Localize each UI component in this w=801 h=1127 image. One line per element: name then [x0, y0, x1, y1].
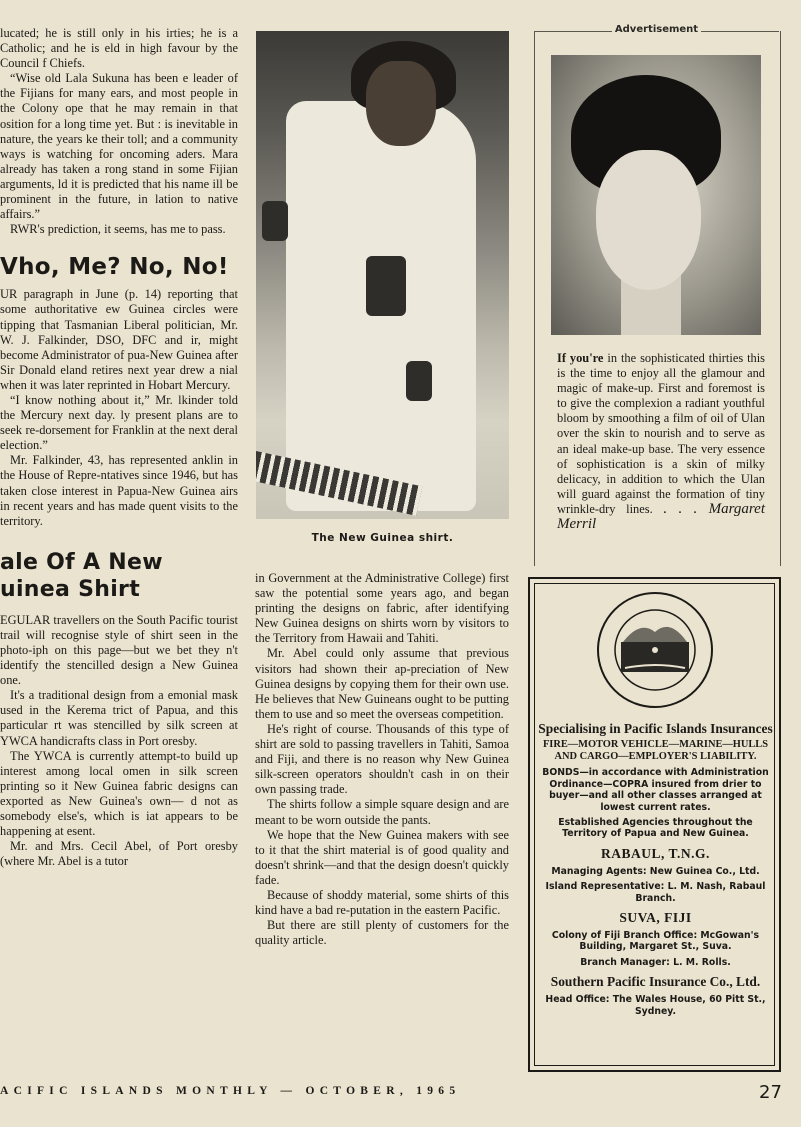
insurance-agencies: Established Agencies throughout the Territory of Papua and New Guinea. [558, 817, 753, 840]
insurance-bonds: BONDS—in accordance with Administration Ordinance—COPRA insured from drier to buyer—and all other classes arranged at lowest current rates. [542, 767, 769, 813]
insurance-rabaul: RABAUL, T.N.G. [601, 845, 710, 861]
insurance-suva-manager: Branch Manager: L. M. Rolls. [580, 956, 731, 968]
insurance-ad-text [536, 721, 775, 1017]
article-paragraph: The shirts follow a simple square design and are meant to be worn outside the pants. [255, 797, 509, 827]
portrait-face [596, 150, 701, 290]
mask-design-icon [406, 361, 432, 401]
advertisement-label-text: Advertisement [612, 24, 701, 35]
intro-paragraph: “Wise old Lala Sukuna has been e leader of the Fijians for many ears, and most people in the Colony ope that he may remain in that osition for a long time yet. But : is inevitable in nature, the years ke their toll; and a community ways is watching for oncoming aders. Mara already has taken a rong stand in some Fijian arguments, ld it is predicted that his name ill be prominent in the future, in lation to native affairs.” [0, 71, 238, 222]
article-paragraph: Because of shoddy material, some shirts of this kind have a bad re-putation in the eastern Pacific. [255, 887, 509, 918]
article-paragraph: It's a traditional design from a emonial mask used in the Kerema trict of Papua, and this particular rt was stencilled by silk screen at YWCA handicrafts class in Port oresby. [0, 688, 238, 748]
intro-paragraph: lucated; he is still only in his irties; he is a Catholic; and he is eld in high favour by the Council f Chiefs. [0, 26, 238, 71]
insurance-suva-office: Colony of Fiji Branch Office: McGowan's Building, Margaret St., Suva. [551, 930, 760, 953]
middle-column [255, 571, 509, 948]
insurance-head-office: Head Office: The Wales House, 60 Pitt St., Sydney. [545, 994, 766, 1017]
article-paragraph: Mr. Abel could only assume that previous visitors had shown their ap-preciation of New Guinea designs by copying them for their own use. He believes that New Guineans ought to be putting them to use and so meet the overseas competition. [255, 646, 509, 721]
insurance-rabaul-rep: Island Representative: L. M. Nash, Rabaul Branch. [545, 881, 766, 904]
intro-paragraph: RWR's prediction, it seems, has me to pass. [10, 222, 226, 237]
article-paragraph: Mr. and Mrs. Cecil Abel, of Port oresby (where Mr. Abel is a tutor [0, 839, 238, 869]
article-paragraph: in Government at the Administrative College) first saw the potential some years ago, and began printing the designs on fabric, after identifying New Guinea designs on shirts worn by visitors to the Territory from Hawaii and Tahiti. [255, 571, 509, 646]
mask-design-icon [262, 201, 288, 241]
insurance-lines: FIRE—MOTOR VEHICLE—MARINE—HULLS AND CARGO—EMPLOYER'S LIABILITY. [542, 739, 769, 763]
article-paragraph: UR paragraph in June (p. 14) reporting that some authoritative ew Guinea circles were tipping that Tasmanian Liberal politician, Mr. W. J. Falkinder, DSO, DFC and ir, might become Administrator of pua-New Guinea after Sir Donald eland retires next year drew a nial when it was later reprinted in Hobart Mercury. [0, 287, 238, 392]
ad-signature: . . . Margaret Merril [557, 500, 765, 533]
photo-caption: The New Guinea shirt. [311, 532, 454, 544]
woman-portrait [551, 55, 761, 335]
insurance-suva: SUVA, FIJI [619, 910, 692, 926]
article-paragraph: EGULAR travellers on the South Pacific tourist trail will recognise style of shirt seen in the photo-iph on this page—but we bet they n't identify the stencilled design a New Guinea one. [0, 612, 238, 688]
insurance-rabaul-agents: Managing Agents: New Guinea Co., Ltd. [551, 865, 760, 877]
article-paragraph: “I know nothing about it,” Mr. lkinder told the Mercury next day. ly present plans are to seek re-dorsement for Franklin at the next deral election.” [0, 392, 238, 453]
shirt-photo [256, 31, 509, 519]
left-column [0, 26, 238, 1076]
article-heading: Vho, Me? No, No! [0, 254, 229, 281]
insurance-company: Southern Pacific Insurance Co., Ltd. [550, 974, 761, 990]
heading-line: ale Of A New [0, 549, 163, 575]
article-paragraph: But there are still plenty of customers for the quality article. [255, 918, 509, 948]
article-paragraph: Mr. Falkinder, 43, has represented anklin in the House of Repre-ntatives since 1946, but has taken close interest in Papua-New Guinea airs in recent years and has made quent visits to the territory. [0, 453, 238, 528]
article-paragraph: He's right of course. Thousands of this type of shirt are sold to passing travellers in Tahiti, Samoa and Fiji, and there is no reason why New Guinea silk-screen operators shouldn't cash in on their own passing trade. [255, 721, 509, 797]
article-heading [0, 549, 238, 603]
article-paragraph: We hope that the New Guinea makers with see to it that the shirt material is of good quality and doesn't shrink—and that the design doesn't quickly fade. [255, 827, 509, 887]
ad-lead: If you're [557, 351, 604, 365]
advertisement-copy [557, 351, 765, 532]
insurance-seal-icon [595, 590, 715, 710]
insurance-specialising: Specialising in Pacific Islands Insurances [538, 721, 773, 736]
footer-masthead: ACIFIC ISLANDS MONTHLY — OCTOBER, 1965 [0, 1085, 461, 1097]
face-shape [366, 61, 436, 146]
heading-line: uinea Shirt [0, 576, 141, 602]
ad-body: in the sophisticated thirties this is the time to enjoy all the glamour and magic of make-up. First and foremost is to give the complexion a radiant youthful bloom by smoothing a film of oil of Ulan over the skin to nourish and to serve as an ideal make-up base. The very essence of sophistication is a skin of milky delicacy, in addition to which the Ulan will guard against the formation of tiny wrinkle-dry lines. [557, 351, 766, 516]
advertisement-label [534, 24, 779, 35]
page-number: 27 [759, 1082, 782, 1103]
mask-design-icon [366, 256, 406, 316]
article-paragraph: The YWCA is currently attempt-to build up interest among local omen in silk screen printing so it New Guinea fabric designs can exported as New Guinea's own— d not as somebody else's, which is iat appears to be happening at esent. [0, 748, 238, 839]
